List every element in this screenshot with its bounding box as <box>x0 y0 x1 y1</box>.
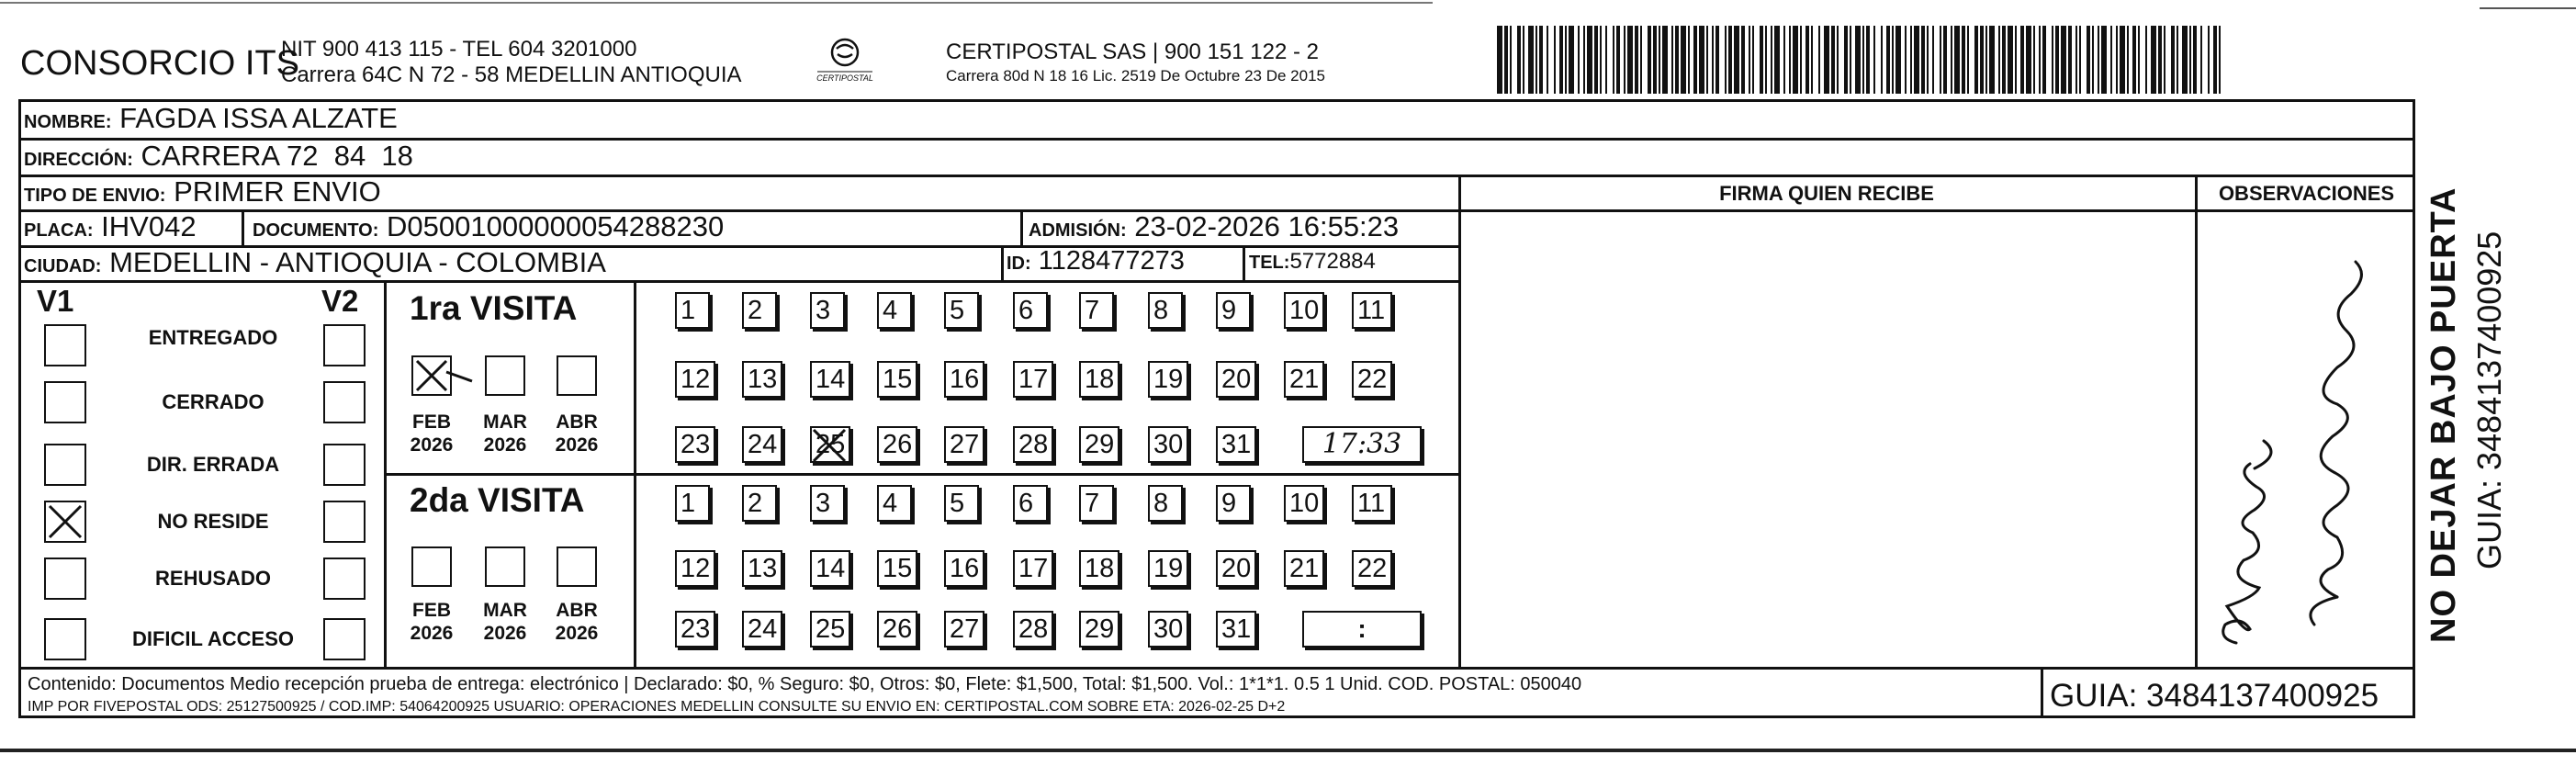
barcode-bar <box>2110 26 2112 94</box>
barcode-bar <box>1517 26 1521 94</box>
logo-text: CERTIPOSTAL <box>816 73 873 83</box>
id-label: ID: <box>1007 253 1031 274</box>
barcode-bar <box>1962 26 1965 94</box>
ciudad-label: CIUDAD: <box>24 256 102 276</box>
barcode-bar <box>2098 26 2099 94</box>
tel-label: TEL: <box>1249 253 1290 273</box>
day-checkbox[interactable]: 31 <box>1216 611 1256 648</box>
barcode-bar <box>2079 26 2081 94</box>
month-year: 2026 <box>483 623 527 644</box>
barcode-bar <box>1811 26 1813 94</box>
day-checkbox[interactable]: 4 <box>877 485 912 522</box>
status-label: CERRADO <box>162 390 264 413</box>
day-checkbox[interactable]: 12 <box>675 550 715 587</box>
placa-value: IHV042 <box>101 210 197 242</box>
day-checkbox[interactable]: 3 <box>810 292 845 329</box>
barcode-bar <box>1824 26 1829 94</box>
barcode-bar <box>2213 26 2217 94</box>
barcode-bar <box>2002 26 2006 94</box>
day-checkbox[interactable]: 18 <box>1079 361 1119 398</box>
day-checkbox[interactable]: 20 <box>1216 550 1256 587</box>
barcode-bar <box>1528 26 1534 94</box>
barcode-bar <box>2020 26 2024 94</box>
day-checkbox[interactable]: 23 <box>675 611 715 648</box>
barcode-bar <box>1837 26 1839 94</box>
day-checkbox[interactable]: 9 <box>1216 292 1251 329</box>
month-checkbox[interactable] <box>485 546 525 587</box>
v1-checkbox[interactable] <box>44 444 86 486</box>
month-year: 2026 <box>483 434 527 456</box>
day-checkbox[interactable]: 11 <box>1352 292 1392 329</box>
day-checkbox[interactable]: 28 <box>1013 611 1053 648</box>
day-checkbox[interactable]: 14 <box>810 361 850 398</box>
barcode-bar <box>1578 26 1580 94</box>
v2-header: V2 <box>321 284 359 318</box>
x-mark-icon <box>46 502 84 541</box>
barcode-bar <box>1675 26 1679 94</box>
barcode-bar <box>1635 26 1638 94</box>
barcode-bar <box>1760 26 1763 94</box>
barcode-bar <box>1895 26 1901 94</box>
barcode-bar <box>1914 26 1919 94</box>
month-name: ABR <box>556 600 598 621</box>
barcode-bar <box>1715 26 1719 94</box>
day-checkbox[interactable]: 25 <box>810 426 850 463</box>
row-line-footer <box>18 667 2415 670</box>
barcode <box>1497 26 2222 94</box>
id-value: 1128477273 <box>1038 246 1185 276</box>
barcode-bar <box>2193 26 2197 94</box>
day-checkbox[interactable]: 7 <box>1079 292 1114 329</box>
day-checkbox[interactable]: 5 <box>944 485 979 522</box>
v1-checkbox[interactable] <box>44 558 86 600</box>
month-name: MAR <box>483 411 527 433</box>
company-address: Carrera 64C N 72 - 58 MEDELLIN ANTIOQUIA <box>281 62 742 87</box>
barcode-bar <box>1940 26 1941 94</box>
barcode-bar <box>1547 26 1548 94</box>
v1-header: V1 <box>37 284 74 318</box>
day-checkbox[interactable]: 16 <box>944 361 984 398</box>
barcode-bar <box>1616 26 1620 94</box>
first-visit-time: 17:33 <box>1322 428 1402 460</box>
x-mark-icon <box>810 426 849 465</box>
day-checkbox[interactable]: 27 <box>944 611 984 648</box>
month-label <box>478 599 533 645</box>
barcode-bar <box>1927 26 1929 94</box>
barcode-bar <box>1497 26 1502 94</box>
nombre-value: FAGDA ISSA ALZATE <box>119 102 398 134</box>
barcode-bar <box>1725 26 1727 94</box>
day-checkbox[interactable]: 15 <box>877 361 917 398</box>
day-checkbox[interactable]: 11 <box>1352 485 1392 522</box>
month-year: 2026 <box>410 623 454 644</box>
barcode-bar <box>2164 26 2165 94</box>
day-checkbox[interactable]: 20 <box>1216 361 1256 398</box>
status-label: NO RESIDE <box>157 510 269 533</box>
day-checkbox[interactable]: 22 <box>1352 550 1392 587</box>
day-checkbox[interactable]: 29 <box>1079 426 1119 463</box>
barcode-bar <box>2151 26 2156 94</box>
month-year: 2026 <box>555 434 599 456</box>
barcode-bar <box>2087 26 2090 94</box>
barcode-bar <box>1873 26 1875 94</box>
day-checkbox[interactable]: 26 <box>877 611 917 648</box>
day-checkbox[interactable]: 1 <box>675 485 710 522</box>
barcode-bar <box>2042 26 2046 94</box>
month-label <box>404 599 459 645</box>
day-checkbox[interactable]: 7 <box>1079 485 1114 522</box>
barcode-bar <box>1932 26 1934 94</box>
direccion-label: DIRECCIÓN: <box>24 150 133 170</box>
day-checkbox[interactable]: 6 <box>1013 292 1048 329</box>
day-checkbox[interactable]: 5 <box>944 292 979 329</box>
barcode-bar <box>1569 26 1574 94</box>
second-visit-title: 2da VISITA <box>410 481 585 519</box>
v2-checkbox[interactable] <box>323 501 366 543</box>
day-checkbox[interactable]: 17 <box>1013 550 1053 587</box>
tel-row <box>1249 249 1376 275</box>
month-checkbox[interactable] <box>411 546 452 587</box>
barcode-bar <box>1886 26 1890 94</box>
barcode-bar <box>1855 26 1861 94</box>
barcode-bar <box>1831 26 1835 94</box>
barcode-bar <box>2189 26 2191 94</box>
month-label <box>549 599 604 645</box>
barcode-bar <box>1535 26 1537 94</box>
day-checkbox[interactable]: 24 <box>742 426 782 463</box>
day-checkbox[interactable]: 16 <box>944 550 984 587</box>
col-line-id <box>1001 245 1004 282</box>
barcode-bar <box>1605 26 1607 94</box>
barcode-bar <box>2200 26 2202 94</box>
day-checkbox[interactable]: 1 <box>675 292 710 329</box>
status-label: DIR. ERRADA <box>146 453 280 476</box>
month-year: 2026 <box>410 434 454 456</box>
day-checkbox[interactable]: 28 <box>1013 426 1053 463</box>
barcode-bar <box>1565 26 1567 94</box>
day-checkbox[interactable]: 22 <box>1352 361 1392 398</box>
barcode-bar <box>1862 26 1864 94</box>
top-edge <box>0 2 1433 4</box>
barcode-bar <box>1985 26 1987 94</box>
tipo-value: PRIMER ENVIO <box>174 175 381 208</box>
barcode-bar <box>2132 26 2136 94</box>
barcode-bar <box>1523 26 1524 94</box>
admision-value: 23-02-2026 16:55:23 <box>1134 210 1400 242</box>
barcode-bar <box>1783 26 1785 94</box>
month-name: FEB <box>412 600 451 621</box>
day-checkbox[interactable]: 8 <box>1148 485 1183 522</box>
courier-details <box>946 39 1325 86</box>
ciudad-value: MEDELLIN - ANTIOQUIA - COLOMBIA <box>109 246 606 278</box>
barcode-bar <box>1671 26 1673 94</box>
barcode-bar <box>1818 26 1820 94</box>
v1-checkbox[interactable] <box>44 618 86 660</box>
barcode-bar <box>1594 26 1598 94</box>
barcode-bar <box>1892 26 1894 94</box>
v1-checkbox[interactable] <box>44 381 86 423</box>
barcode-bar <box>1943 26 1947 94</box>
nombre-row <box>24 102 398 135</box>
day-checkbox[interactable]: 25 <box>810 611 850 648</box>
barcode-bar <box>2061 26 2066 94</box>
barcode-bar <box>1881 26 1883 94</box>
col-line-firma <box>1458 175 1461 669</box>
side-guia: GUIA: 3484137400925 <box>2470 231 2508 569</box>
barcode-bar <box>1559 26 1563 94</box>
barcode-bar <box>1728 26 1732 94</box>
no-dejar-warning: NO DEJAR BAJO PUERTA <box>2424 186 2463 643</box>
barcode-bar <box>1653 26 1657 94</box>
day-checkbox[interactable]: 31 <box>1216 426 1256 463</box>
barcode-bar <box>1866 26 1870 94</box>
day-checkbox[interactable]: 19 <box>1148 550 1188 587</box>
col-line-obs <box>2195 175 2198 669</box>
tipo-label: TIPO DE ENVIO: <box>24 186 166 206</box>
day-checkbox[interactable]: 30 <box>1148 611 1188 648</box>
barcode-bar <box>1951 26 1952 94</box>
barcode-bar <box>1910 26 1912 94</box>
ciudad-row <box>24 246 606 279</box>
barcode-bar <box>2068 26 2072 94</box>
company-nit: NIT 900 413 115 - TEL 604 3201000 <box>281 37 637 62</box>
first-visit-title: 1ra VISITA <box>410 289 578 327</box>
footer-imp: IMP POR FIVEPOSTAL ODS: 25127500925 / COD.IMP: 54064200925 USUARIO: OPERACIONES MEDELLIN CONSULTE SU ENVIO EN: CERTIPOSTAL.COM SOBRE ETA: 2026-02-25 D+2 <box>28 699 1286 715</box>
day-checkbox[interactable]: 13 <box>742 550 782 587</box>
direccion-value: CARRERA 72 84 18 <box>141 140 413 172</box>
barcode-bar <box>1699 26 1704 94</box>
barcode-bar <box>1648 26 1651 94</box>
day-checkbox[interactable]: 18 <box>1079 550 1119 587</box>
barcode-bar <box>2092 26 2094 94</box>
tipo-row <box>24 175 381 208</box>
barcode-bar <box>1587 26 1592 94</box>
v2-checkbox[interactable] <box>323 618 366 660</box>
company-name: CONSORCIO ITS <box>20 44 300 83</box>
barcode-bar <box>2158 26 2162 94</box>
day-checkbox[interactable]: 13 <box>742 361 782 398</box>
day-checkbox[interactable]: 24 <box>742 611 782 648</box>
barcode-bar <box>2171 26 2175 94</box>
barcode-bar <box>1789 26 1791 94</box>
month-checkbox[interactable] <box>557 355 597 396</box>
day-checkbox[interactable]: 10 <box>1284 292 1324 329</box>
barcode-bar <box>1659 26 1660 94</box>
day-checkbox[interactable]: 14 <box>810 550 850 587</box>
barcode-bar <box>2138 26 2140 94</box>
barcode-bar <box>1510 26 1512 94</box>
barcode-bar <box>1662 26 1668 94</box>
barcode-bar <box>1504 26 1508 94</box>
barcode-bar <box>2219 26 2221 94</box>
month-checkbox[interactable] <box>485 355 525 396</box>
month-name: MAR <box>483 600 527 621</box>
barcode-bar <box>2145 26 2147 94</box>
barcode-bar <box>2015 26 2017 94</box>
row-line-visit-split <box>384 473 1460 476</box>
v2-checkbox[interactable] <box>323 558 366 600</box>
first-visit-time-box[interactable] <box>1302 426 1422 463</box>
month-checkbox[interactable] <box>557 546 597 587</box>
barcode-bar <box>1793 26 1798 94</box>
day-checkbox[interactable]: 19 <box>1148 361 1188 398</box>
status-label: ENTREGADO <box>148 326 278 349</box>
col-line-tel <box>1243 245 1245 282</box>
barcode-bar <box>2052 26 2053 94</box>
barcode-bar <box>1967 26 1969 94</box>
v2-checkbox[interactable] <box>323 381 366 423</box>
barcode-bar <box>2116 26 2118 94</box>
barcode-bar <box>1613 26 1614 94</box>
certipostal-logo <box>813 37 877 88</box>
barcode-bar <box>1998 26 2000 94</box>
courier-name: CERTIPOSTAL SAS | 900 151 122 - 2 <box>946 39 1319 64</box>
status-label: DIFICIL ACCESO <box>131 627 294 650</box>
barcode-bar <box>1921 26 1925 94</box>
documento-row <box>253 210 724 243</box>
status-label: REHUSADO <box>155 567 271 590</box>
id-row <box>1007 246 1185 276</box>
v1-checkbox[interactable] <box>44 324 86 366</box>
day-checkbox[interactable]: 15 <box>877 550 917 587</box>
barcode-bar <box>2026 26 2031 94</box>
barcode-bar <box>1712 26 1714 94</box>
barcode-bar <box>1805 26 1809 94</box>
placa-row <box>24 210 197 243</box>
day-checkbox[interactable]: 10 <box>1284 485 1324 522</box>
second-visit-time: : <box>1357 614 1367 643</box>
firma-header: FIRMA QUIEN RECIBE <box>1719 182 1934 205</box>
barcode-bar <box>2008 26 2013 94</box>
barcode-bar <box>1539 26 1543 94</box>
bottom-edge <box>0 749 2576 752</box>
direccion-row <box>24 140 413 173</box>
placa-label: PLACA: <box>24 220 94 241</box>
day-checkbox[interactable]: 2 <box>742 292 777 329</box>
barcode-bar <box>1980 26 1984 94</box>
barcode-bar <box>1627 26 1633 94</box>
barcode-bar <box>2127 26 2129 94</box>
barcode-bar <box>2033 26 2035 94</box>
documento-label: DOCUMENTO: <box>253 220 379 241</box>
barcode-bar <box>1554 26 1556 94</box>
barcode-bar <box>1800 26 1802 94</box>
barcode-bar <box>2208 26 2210 94</box>
col-line-placa <box>242 209 244 246</box>
day-checkbox[interactable]: 17 <box>1013 361 1053 398</box>
barcode-bar <box>1765 26 1767 94</box>
barcode-bar <box>2039 26 2041 94</box>
tel-value: 5772884 <box>1289 249 1376 274</box>
barcode-bar <box>1850 26 1851 94</box>
admision-label: ADMISIÓN: <box>1029 220 1127 241</box>
barcode-bar <box>2182 26 2188 94</box>
barcode-bar <box>1583 26 1585 94</box>
barcode-bar <box>2075 26 2077 94</box>
barcode-bar <box>2120 26 2125 94</box>
footer-contenido: Contenido: Documentos Medio recepción prueba de entrega: electrónico | Declarado: $0, % Seguro: $0, Otros: $0, Flete: $1,500, Total: $1,500. Vol.: 1*1*1. 0.5 1 Unid. COD. POSTAL: 050040 <box>28 674 1582 694</box>
barcode-bar <box>1600 26 1602 94</box>
check-stroke-icon <box>444 368 481 387</box>
day-checkbox[interactable]: 26 <box>877 426 917 463</box>
company-details <box>281 37 742 88</box>
day-checkbox[interactable]: 2 <box>742 485 777 522</box>
month-name: ABR <box>556 411 598 433</box>
barcode-bar <box>1734 26 1739 94</box>
documento-value: D05001000000054288230 <box>387 210 725 242</box>
barcode-bar <box>1749 26 1750 94</box>
barcode-bar <box>1905 26 1907 94</box>
day-checkbox[interactable]: 29 <box>1079 611 1119 648</box>
barcode-bar <box>2177 26 2178 94</box>
v2-checkbox[interactable] <box>323 324 366 366</box>
col-line-admision <box>1020 209 1023 246</box>
barcode-bar <box>1693 26 1697 94</box>
barcode-bar <box>2101 26 2107 94</box>
day-checkbox[interactable]: 6 <box>1013 485 1048 522</box>
day-checkbox[interactable]: 21 <box>1284 361 1324 398</box>
day-checkbox[interactable]: 23 <box>675 426 715 463</box>
barcode-bar <box>1752 26 1754 94</box>
month-label <box>478 411 533 456</box>
barcode-bar <box>1688 26 1690 94</box>
month-year: 2026 <box>555 623 599 644</box>
barcode-bar <box>1624 26 1625 94</box>
v2-checkbox[interactable] <box>323 444 366 486</box>
admision-row <box>1029 210 1399 243</box>
observaciones-header: OBSERVACIONES <box>2218 182 2395 205</box>
cut-mark <box>2480 7 2576 9</box>
col-line-guia <box>2041 667 2043 718</box>
month-name: FEB <box>412 411 451 433</box>
barcode-bar <box>1771 26 1772 94</box>
day-checkbox[interactable]: 12 <box>675 361 715 398</box>
courier-license: Carrera 80d N 18 16 Lic. 2519 De Octubre 23 De 2015 <box>946 67 1325 84</box>
day-checkbox[interactable]: 21 <box>1284 550 1324 587</box>
month-label <box>404 411 459 456</box>
barcode-bar <box>1706 26 1708 94</box>
day-checkbox[interactable]: 27 <box>944 426 984 463</box>
barcode-bar <box>1954 26 1960 94</box>
day-checkbox[interactable]: 8 <box>1148 292 1183 329</box>
day-checkbox[interactable]: 3 <box>810 485 845 522</box>
second-visit-time-box[interactable] <box>1302 611 1422 648</box>
nombre-label: NOMBRE: <box>24 112 112 132</box>
day-checkbox[interactable]: 9 <box>1216 485 1251 522</box>
barcode-bar <box>1640 26 1642 94</box>
handwritten-signature <box>2199 220 2411 661</box>
day-checkbox[interactable]: 4 <box>877 292 912 329</box>
barcode-bar <box>1974 26 1978 94</box>
barcode-bar <box>1681 26 1686 94</box>
barcode-bar <box>1844 26 1848 94</box>
barcode-bar <box>1741 26 1745 94</box>
month-label <box>549 411 604 456</box>
barcode-bar <box>2055 26 2059 94</box>
footer-guia: GUIA: 3484137400925 <box>2050 678 2379 714</box>
barcode-bar <box>1774 26 1780 94</box>
barcode-bar <box>1989 26 1995 94</box>
day-checkbox[interactable]: 30 <box>1148 426 1188 463</box>
